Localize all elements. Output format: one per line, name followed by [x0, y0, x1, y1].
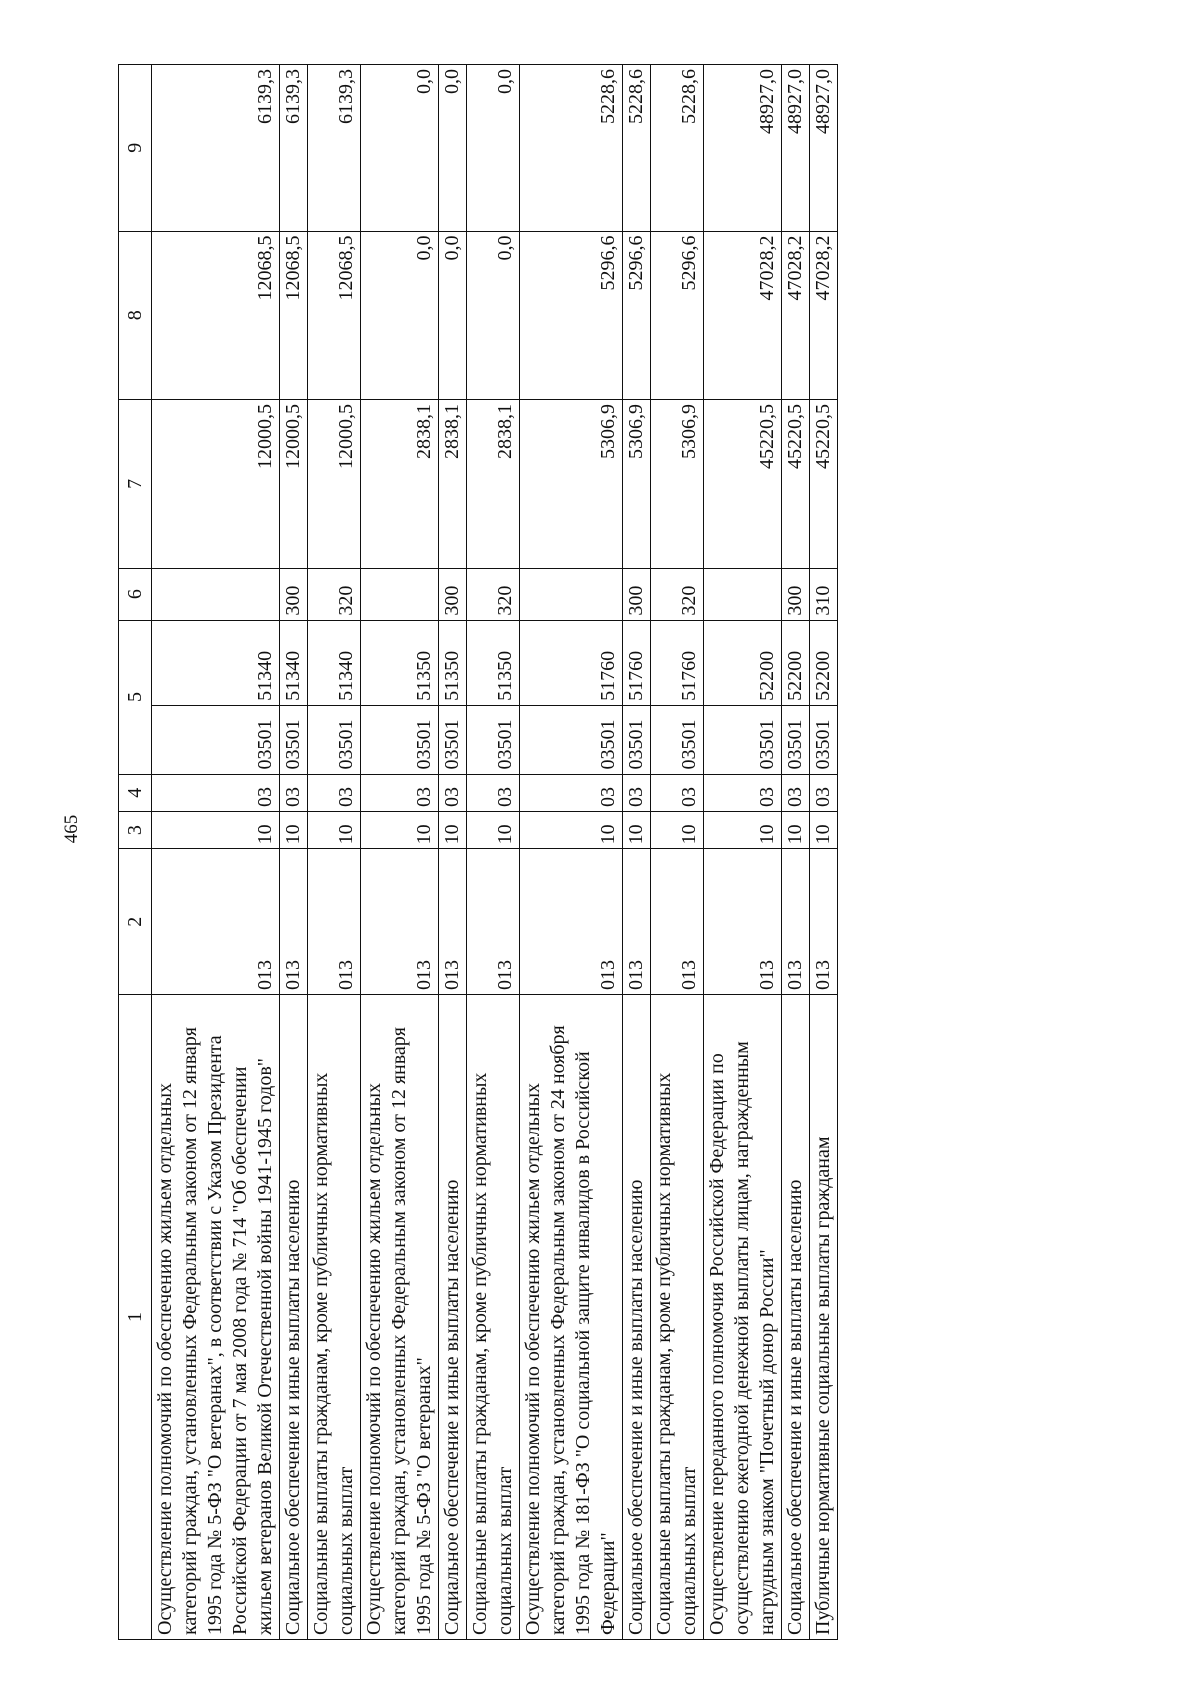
row-amount-col7: 12000,5 [280, 400, 308, 569]
row-amount-col9: 0,0 [467, 65, 520, 232]
row-description: Осуществление полномочий по обеспечению жильем отдельных категорий граждан, установленных Федеральным законом от 12 января 1995 года № 5-ФЗ "О ветеранах", в соответствии с Указом Президента Российской Федерации от 7 мая 2008 года № 714 "Об обеспечении жильем ветеранов Великой Отечественной войны 1941-1945 годов" [152, 995, 280, 1640]
row-subsection: 03 [439, 774, 467, 811]
row-admin-code: 013 [704, 849, 782, 995]
row-amount-col7: 45220,5 [704, 400, 782, 569]
row-direction-code: 52200 [782, 620, 810, 705]
row-amount-col7: 2838,1 [439, 400, 467, 569]
row-admin-code: 013 [361, 849, 439, 995]
row-program-code: 03501 [651, 705, 704, 774]
row-direction-code: 52200 [810, 620, 838, 705]
row-description: Осуществление полномочий по обеспечению жильем отдельных категорий граждан, установленных Федеральным законом от 24 ноября 1995 года № 181-ФЗ "О социальной защите инвалидов в Российской Федерации" [520, 995, 623, 1640]
table-wrapper [118, 64, 1048, 1640]
row-amount-col8: 5296,6 [520, 231, 623, 400]
row-admin-code: 013 [280, 849, 308, 995]
row-description: Осуществление переданного полномочия Российской Федерации по осуществлению ежегодной денежной выплаты лицам, награжденным нагрудным знаком "Почетный донор России" [704, 995, 782, 1640]
table-row [467, 65, 520, 1640]
row-amount-col7: 5306,9 [651, 400, 704, 569]
row-amount-col9: 48927,0 [782, 65, 810, 232]
row-section: 10 [651, 811, 704, 848]
header-col-5: 5 [119, 620, 152, 774]
row-section: 10 [704, 811, 782, 848]
table-row [361, 65, 439, 1640]
row-admin-code: 013 [308, 849, 361, 995]
row-amount-col9: 48927,0 [704, 65, 782, 232]
header-col-3: 3 [119, 811, 152, 848]
row-program-code: 03501 [782, 705, 810, 774]
table-row [651, 65, 704, 1640]
row-expense-type [704, 568, 782, 620]
row-amount-col8: 5296,6 [651, 231, 704, 400]
table-row [810, 65, 838, 1640]
row-direction-code: 51350 [439, 620, 467, 705]
row-amount-col7: 12000,5 [152, 400, 280, 569]
row-amount-col8: 47028,2 [810, 231, 838, 400]
row-amount-col8: 0,0 [361, 231, 439, 400]
row-program-code: 03501 [623, 705, 651, 774]
table-row [280, 65, 308, 1640]
row-subsection: 03 [308, 774, 361, 811]
row-expense-type: 300 [782, 568, 810, 620]
row-amount-col7: 12000,5 [308, 400, 361, 569]
row-program-code: 03501 [704, 705, 782, 774]
row-expense-type: 320 [467, 568, 520, 620]
row-direction-code: 51340 [152, 620, 280, 705]
row-admin-code: 013 [782, 849, 810, 995]
row-direction-code: 51340 [280, 620, 308, 705]
row-expense-type: 300 [280, 568, 308, 620]
header-col-9: 9 [119, 65, 152, 232]
budget-table [118, 64, 838, 1640]
row-admin-code: 013 [520, 849, 623, 995]
row-section: 10 [520, 811, 623, 848]
row-direction-code: 51340 [308, 620, 361, 705]
row-description: Осуществление полномочий по обеспечению жильем отдельных категорий граждан, установленных Федеральным законом от 12 января 1995 года № 5-ФЗ "О ветеранах" [361, 995, 439, 1640]
row-expense-type: 320 [308, 568, 361, 620]
row-amount-col9: 0,0 [361, 65, 439, 232]
row-amount-col9: 5228,6 [623, 65, 651, 232]
row-amount-col7: 45220,5 [782, 400, 810, 569]
row-amount-col8: 12068,5 [152, 231, 280, 400]
row-direction-code: 51760 [520, 620, 623, 705]
row-amount-col9: 48927,0 [810, 65, 838, 232]
row-amount-col8: 0,0 [467, 231, 520, 400]
row-expense-type: 320 [651, 568, 704, 620]
row-program-code: 03501 [308, 705, 361, 774]
row-program-code: 03501 [467, 705, 520, 774]
header-col-6: 6 [119, 568, 152, 620]
row-amount-col8: 47028,2 [704, 231, 782, 400]
table-row [623, 65, 651, 1640]
table-row [152, 65, 280, 1640]
row-section: 10 [308, 811, 361, 848]
row-admin-code: 013 [439, 849, 467, 995]
row-section: 10 [361, 811, 439, 848]
row-admin-code: 013 [623, 849, 651, 995]
row-expense-type: 310 [810, 568, 838, 620]
row-description: Публичные нормативные социальные выплаты гражданам [810, 995, 838, 1640]
row-section: 10 [280, 811, 308, 848]
row-amount-col7: 45220,5 [810, 400, 838, 569]
row-section: 10 [467, 811, 520, 848]
row-amount-col9: 5228,6 [520, 65, 623, 232]
row-amount-col7: 2838,1 [361, 400, 439, 569]
row-description: Социальные выплаты гражданам, кроме публичных нормативных социальных выплат [467, 995, 520, 1640]
row-amount-col9: 6139,3 [308, 65, 361, 232]
row-expense-type [361, 568, 439, 620]
row-amount-col9: 6139,3 [152, 65, 280, 232]
row-amount-col8: 0,0 [439, 231, 467, 400]
row-amount-col8: 47028,2 [782, 231, 810, 400]
row-section: 10 [439, 811, 467, 848]
row-direction-code: 51760 [651, 620, 704, 705]
header-col-8: 8 [119, 231, 152, 400]
row-description: Социальное обеспечение и иные выплаты населению [280, 995, 308, 1640]
row-program-code: 03501 [810, 705, 838, 774]
row-description: Социальное обеспечение и иные выплаты населению [782, 995, 810, 1640]
row-subsection: 03 [782, 774, 810, 811]
row-program-code: 03501 [520, 705, 623, 774]
row-subsection: 03 [361, 774, 439, 811]
row-expense-type: 300 [439, 568, 467, 620]
row-subsection: 03 [704, 774, 782, 811]
table-header-row [119, 65, 152, 1640]
header-col-2: 2 [119, 849, 152, 995]
header-col-7: 7 [119, 400, 152, 569]
row-section: 10 [810, 811, 838, 848]
row-subsection: 03 [651, 774, 704, 811]
row-section: 10 [152, 811, 280, 848]
row-subsection: 03 [623, 774, 651, 811]
row-amount-col9: 6139,3 [280, 65, 308, 232]
header-col-1: 1 [119, 995, 152, 1640]
row-description: Социальное обеспечение и иные выплаты населению [623, 995, 651, 1640]
row-admin-code: 013 [152, 849, 280, 995]
row-amount-col9: 5228,6 [651, 65, 704, 232]
row-amount-col8: 12068,5 [280, 231, 308, 400]
row-section: 10 [623, 811, 651, 848]
table-row [704, 65, 782, 1640]
row-subsection: 03 [152, 774, 280, 811]
row-admin-code: 013 [467, 849, 520, 995]
row-amount-col7: 5306,9 [623, 400, 651, 569]
row-direction-code: 51350 [467, 620, 520, 705]
header-col-4: 4 [119, 774, 152, 811]
row-expense-type: 300 [623, 568, 651, 620]
row-admin-code: 013 [651, 849, 704, 995]
row-amount-col8: 5296,6 [623, 231, 651, 400]
row-amount-col7: 5306,9 [520, 400, 623, 569]
row-subsection: 03 [467, 774, 520, 811]
row-expense-type [520, 568, 623, 620]
row-expense-type [152, 568, 280, 620]
table-row [308, 65, 361, 1640]
row-description: Социальное обеспечение и иные выплаты населению [439, 995, 467, 1640]
row-direction-code: 51760 [623, 620, 651, 705]
row-amount-col8: 12068,5 [308, 231, 361, 400]
page-number: 465 [61, 814, 82, 844]
row-program-code: 03501 [439, 705, 467, 774]
row-section: 10 [782, 811, 810, 848]
row-program-code: 03501 [152, 705, 280, 774]
row-direction-code: 51350 [361, 620, 439, 705]
row-program-code: 03501 [280, 705, 308, 774]
row-subsection: 03 [520, 774, 623, 811]
row-subsection: 03 [810, 774, 838, 811]
row-description: Социальные выплаты гражданам, кроме публичных нормативных социальных выплат [651, 995, 704, 1640]
table-row [520, 65, 623, 1640]
row-amount-col9: 0,0 [439, 65, 467, 232]
row-program-code: 03501 [361, 705, 439, 774]
row-admin-code: 013 [810, 849, 838, 995]
table-body [152, 65, 838, 1640]
row-direction-code: 52200 [704, 620, 782, 705]
table-row [782, 65, 810, 1640]
row-subsection: 03 [280, 774, 308, 811]
row-description: Социальные выплаты гражданам, кроме публичных нормативных социальных выплат [308, 995, 361, 1640]
row-amount-col7: 2838,1 [467, 400, 520, 569]
table-row [439, 65, 467, 1640]
